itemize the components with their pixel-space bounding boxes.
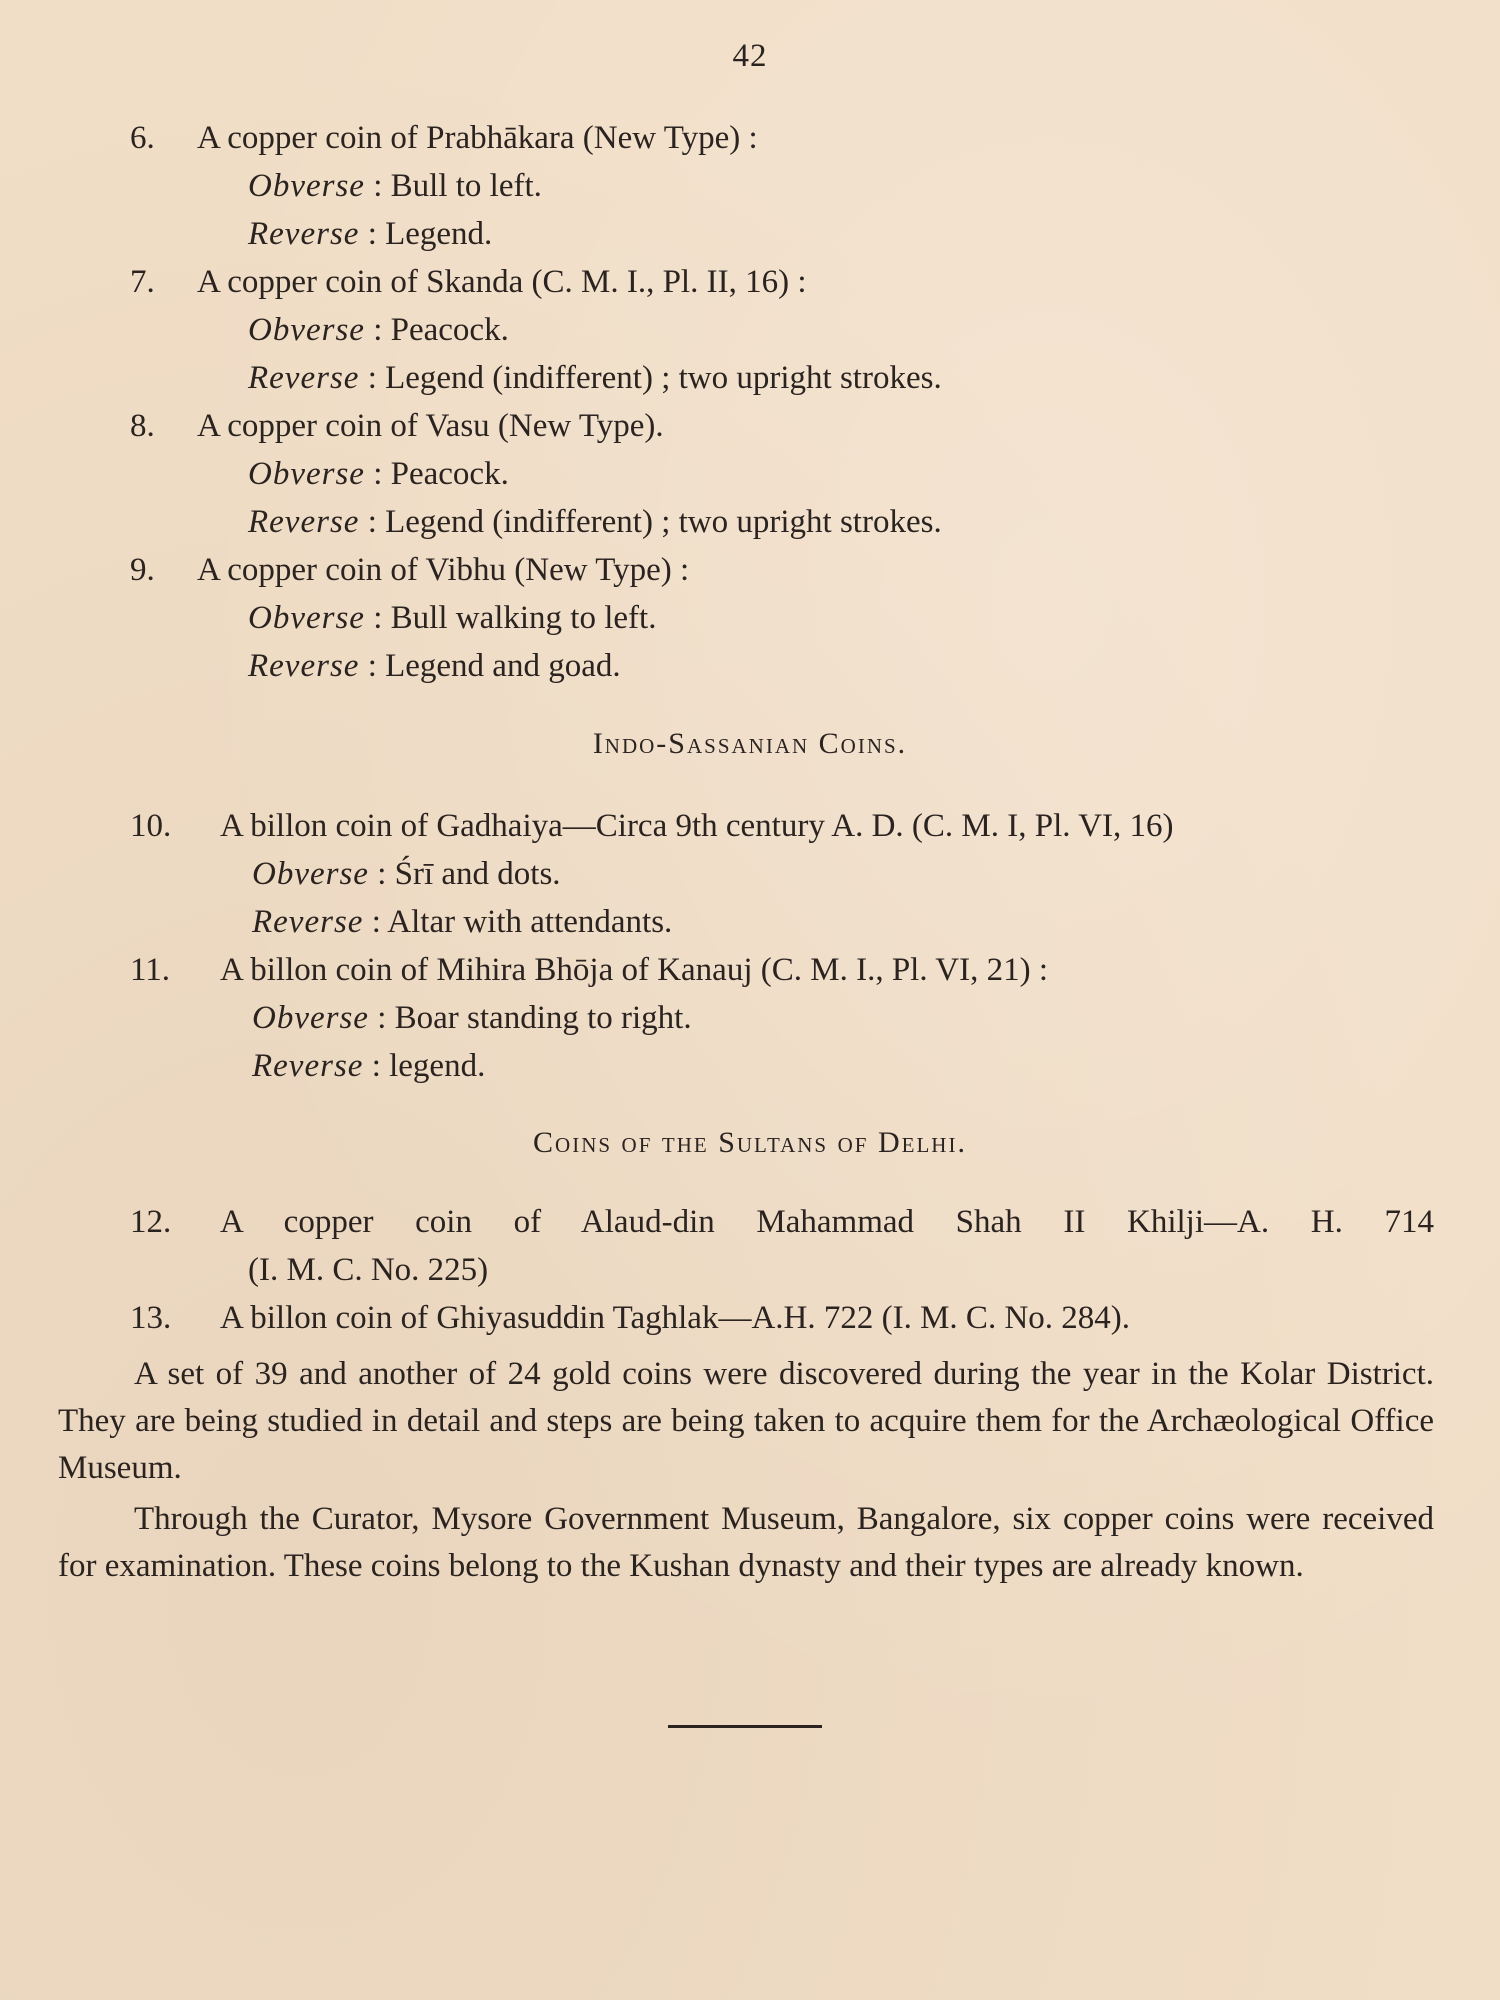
body-paragraph: A set of 39 and another of 24 gold coins were discovered during the year in the Kolar District. They are being studied in detail and steps are being taken to acquire them for the Archæological Office Museum. xyxy=(58,1356,1434,1486)
obverse-text: : Boar standing to right. xyxy=(368,1000,692,1036)
reverse-label: Reverse xyxy=(248,504,360,540)
obverse-text: : Śrī and dots. xyxy=(368,856,561,892)
entry-title: A copper coin of Vasu (New Type). xyxy=(197,408,664,444)
obverse-label: Obverse xyxy=(252,1000,369,1036)
obverse-label: Obverse xyxy=(248,168,365,204)
reverse-label: Reverse xyxy=(248,360,360,396)
entry-title: A billon coin of Gadhaiya—Circa 9th century A. D. (C. M. I, Pl. VI, 16) xyxy=(220,808,1174,844)
reverse-line xyxy=(248,358,942,398)
entry-title: A copper coin of Vibhu (New Type) : xyxy=(197,552,690,588)
obverse-line xyxy=(248,454,509,494)
entry-title: A copper coin of Prabhākara (New Type) : xyxy=(197,120,758,156)
entry-number: 13. xyxy=(130,1300,172,1336)
reverse-text: : Legend and goad. xyxy=(359,648,621,684)
section-heading-indo-sassanian: Indo-Sassanian Coins. xyxy=(592,727,908,760)
reverse-text: : legend. xyxy=(363,1048,486,1084)
reverse-label: Reverse xyxy=(252,1048,364,1084)
reverse-label: Reverse xyxy=(248,216,360,252)
obverse-line xyxy=(248,310,509,350)
reverse-line xyxy=(248,502,942,542)
obverse-label: Obverse xyxy=(248,312,365,348)
reverse-text: : Altar with attendants. xyxy=(363,904,673,940)
entry-number: 10. xyxy=(130,808,172,844)
reverse-label: Reverse xyxy=(252,904,364,940)
entry-number: 8. xyxy=(130,408,155,444)
entry-title: A copper coin of Skanda (C. M. I., Pl. II, 16) : xyxy=(197,264,807,300)
reverse-line xyxy=(252,902,672,942)
section-heading-sultans-of-delhi: Coins of the Sultans of Delhi. xyxy=(533,1126,967,1159)
page-number: 42 xyxy=(732,38,768,74)
obverse-text: : Bull walking to left. xyxy=(364,600,657,636)
entry-number: 11. xyxy=(130,952,171,988)
reverse-text: : Legend (indifferent) ; two upright strokes. xyxy=(359,360,942,396)
entry-number: 7. xyxy=(130,264,155,300)
entry-number: 9. xyxy=(130,552,155,588)
obverse-label: Obverse xyxy=(252,856,369,892)
reverse-line xyxy=(248,214,492,254)
obverse-label: Obverse xyxy=(248,600,365,636)
reverse-label: Reverse xyxy=(248,648,360,684)
entry-title: A billon coin of Ghiyasuddin Taghlak—A.H. 722 (I. M. C. No. 284). xyxy=(220,1300,1131,1336)
obverse-text: : Peacock. xyxy=(364,312,509,348)
obverse-text: : Peacock. xyxy=(364,456,509,492)
obverse-label: Obverse xyxy=(248,456,365,492)
obverse-line xyxy=(252,854,561,894)
reverse-text: : Legend (indifferent) ; two upright strokes. xyxy=(359,504,942,540)
closing-rule xyxy=(668,1725,822,1728)
body-paragraph: Through the Curator, Mysore Government Museum, Bangalore, six copper coins were received for examination. These coins belong to the Kushan dynasty and their types are already known. xyxy=(58,1501,1434,1584)
entry-title-continuation: (I. M. C. No. 225) xyxy=(248,1252,489,1288)
obverse-line xyxy=(252,998,692,1038)
obverse-line xyxy=(248,166,542,206)
obverse-line xyxy=(248,598,656,638)
reverse-line xyxy=(252,1046,485,1086)
obverse-text: : Bull to left. xyxy=(364,168,542,204)
entry-title: A billon coin of Mihira Bhōja of Kanauj (C. M. I., Pl. VI, 21) : xyxy=(220,952,1048,988)
reverse-line xyxy=(248,646,621,686)
entry-title: A copper coin of Alaud-din Mahammad Shah II Khilji—A. H. 714 xyxy=(220,1204,1434,1240)
entry-number: 6. xyxy=(130,120,155,156)
entry-number: 12. xyxy=(130,1204,172,1240)
reverse-text: : Legend. xyxy=(359,216,493,252)
